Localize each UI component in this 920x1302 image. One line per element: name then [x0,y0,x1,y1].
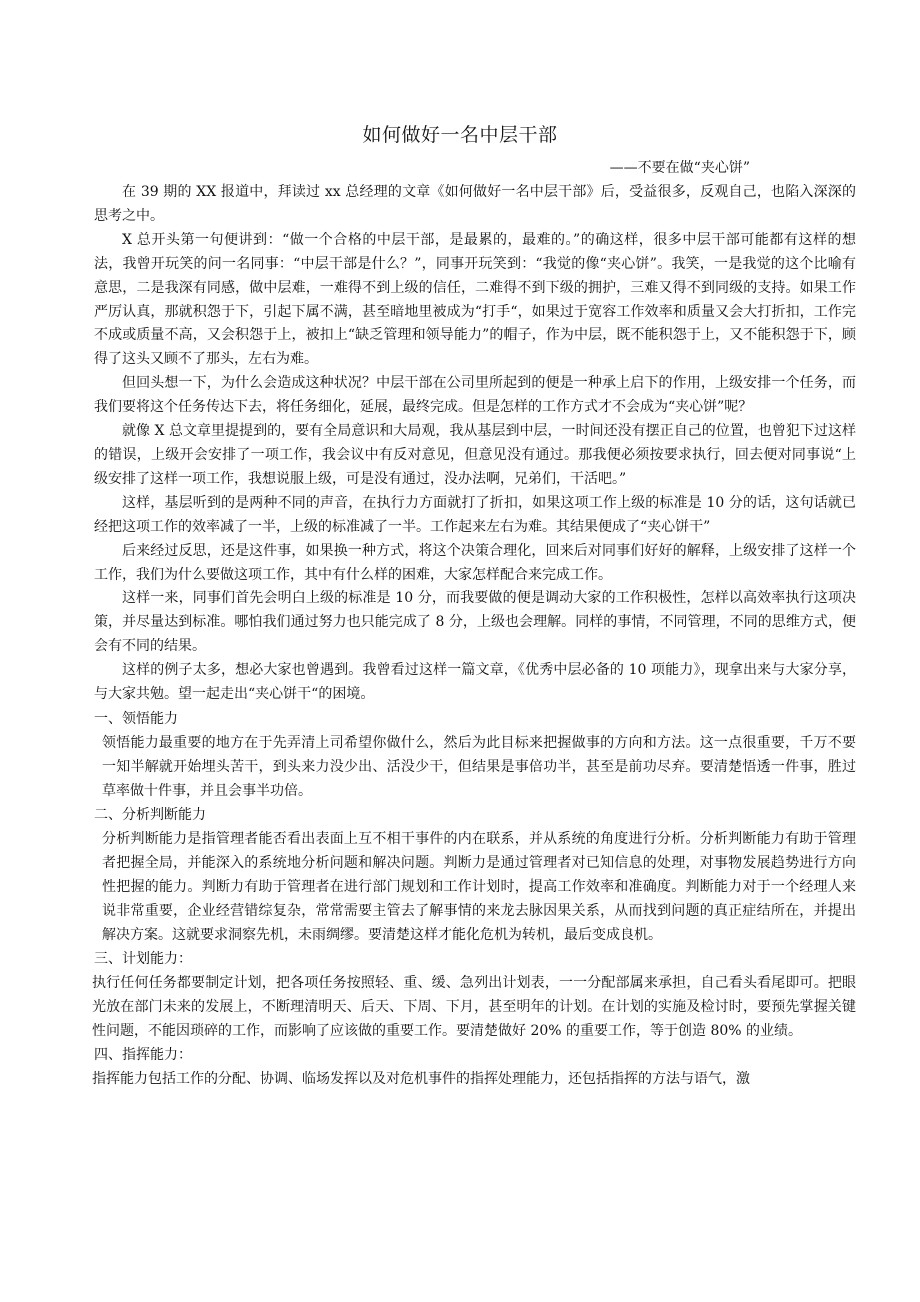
paragraph: 这样的例子太多，想必大家也曾遇到。我曾看过这样一篇文章，《优秀中层必备的 10 项能力》，现拿出来与大家分享，与大家共勉。望一起走出“夹心饼干“的困境。 [94,662,856,703]
paragraph: 这样，基层听到的是两种不同的声音，在执行力方面就打了折扣，如果这项工作上级的标准是 10 分的话，这句话就已经把这项工作的效率减了一半，上级的标准减了一半。工作起来左右为难。其结果便成了“夹心饼干” [94,494,856,535]
document-body [94,181,856,1091]
paragraph: 在 39 期的 XX 报道中，拜读过 xx 总经理的文章《如何做好一名中层干部》后，受益很多，反观自己，也陷入深深的思考之中。 [94,184,856,224]
paragraph: X 总开头第一句便讲到：“做一个合格的中层干部，是最累的，最难的。”的确这样，很多中层干部可能都有这样的想法，我曾开玩笑的问一名同事：“中层干部是什么？”，同事开玩笑到：“我觉的像“夹心饼”。我笑，一是我觉的这个比喻有意思，二是我深有同感，做中层难，一难得不到上级的信任，二难得不到下级的拥护，三难又得不到同级的支持。如果工作严厉认真，那就积怨于下，引起下属不满，甚至暗地里被成为“打手“，如果过于宽容工作效率和质量又会大打折扣，工作完不成或质量不高，又会积怨于上，被扣上“缺乏管理和领导能力”的帽子，作为中层，既不能积怨于上，又不能积怨于下，顾得了这头又顾不了那头，左右为难。 [94,231,856,368]
section-heading: 四、指挥能力： [94,1046,192,1063]
paragraph: 但回头想一下，为什么会造成这种状况？中层干部在公司里所起到的便是一种承上启下的作用，上级安排一个任务，而我们要将这个任务传达下去，将任务细化，延展，最终完成。但是怎样的工作方式才不会成为“夹心饼”呢？ [94,375,856,416]
document-subtitle: ——不要在做“夹心饼” [609,160,750,176]
section-heading: 二、分析判断能力 [94,806,206,823]
section-leadership-comprehension [94,707,856,803]
paragraph: 后来经过反思，还是这件事，如果换一种方式，将这个决策合理化，回来后对同事们好好的解释，上级安排了这样一个工作，我们为什么要做这项工作，其中有什么样的困难，大家怎样配合来完成工作。 [94,542,856,583]
section-text: 分析判断能力是指管理者能否看出表面上互不相干事件的内在联系，并从系统的角度进行分析。分析判断能力有助于管理者把握全局，并能深入的系统地分析问题和解决问题。判断力是通过管理者对已知信息的处理，对事物发展趋势进行方向性把握的能力。判断力有助于管理者在进行部门规划和工作计划时，提高工作效率和准确度。判断能力对于一个经理人来说非常重要，企业经营错综复杂，常常需要主管去了解事情的来龙去脉因果关系，从而找到问题的真正症结所在，并提出解决方案。这就要求洞察先机，未雨绸缪。要清楚这样才能化危机为转机，最后变成良机。 [102,830,856,943]
section-command [94,1043,856,1091]
section-analysis-judgment [94,803,856,947]
section-heading: 一、领悟能力 [94,710,178,727]
section-text: 领悟能力最重要的地方在于先弄清上司希望你做什么，然后为此目标来把握做事的方向和方法。这一点很重要，千万不要一知半解就开始埋头苦干，到头来力没少出、活没少干，但结果是事倍功半，甚至是前功尽弃。要清楚悟透一件事，胜过草率做十件事，并且会事半功倍。 [102,734,856,799]
section-text: 指挥能力包括工作的分配、协调、临场发挥以及对危机事件的指挥处理能力，还包括指挥的方法与语气，激 [92,1070,750,1087]
paragraph: 就像 X 总文章里提提到的，要有全局意识和大局观，我从基层到中层，一时间还没有摆正自己的位置，也曾犯下过这样的错误，上级开会安排了一项工作，我会议中有反对意见，但意见没有通过。那我便必须按要求执行，回去便对同事说“上级安排了这样一项工作，我想说服上级，可是没有通过，没办法啊，兄弟们，干活吧。” [94,423,856,487]
section-text: 执行任何任务都要制定计划，把各项任务按照轻、重、缓、急列出计划表，一一分配部属来承担，自己看头看尾即可。把眼光放在部门未来的发展上，不断理清明天、后天、下周、下月，甚至明年的计划。在计划的实施及检讨时，要预先掌握关键性问题，不能因琐碎的工作，而影响了应该做的重要工作。要清楚做好 20% 的重要工作，等于创造 80% 的业绩。 [92,974,856,1039]
section-heading: 三、计划能力： [94,950,192,967]
section-planning [94,947,856,1043]
document-title: 如何做好一名中层干部 [362,124,558,146]
paragraph: 这样一来，同事们首先会明白上级的标准是 10 分，而我要做的便是调动大家的工作积极性，怎样以高效率执行这项决策，并尽量达到标准。哪怕我们通过努力也只能完成了 8 分，上级也会理解。同样的事情，不同管理，不同的思维方式，便会有不同的结果。 [94,590,856,655]
